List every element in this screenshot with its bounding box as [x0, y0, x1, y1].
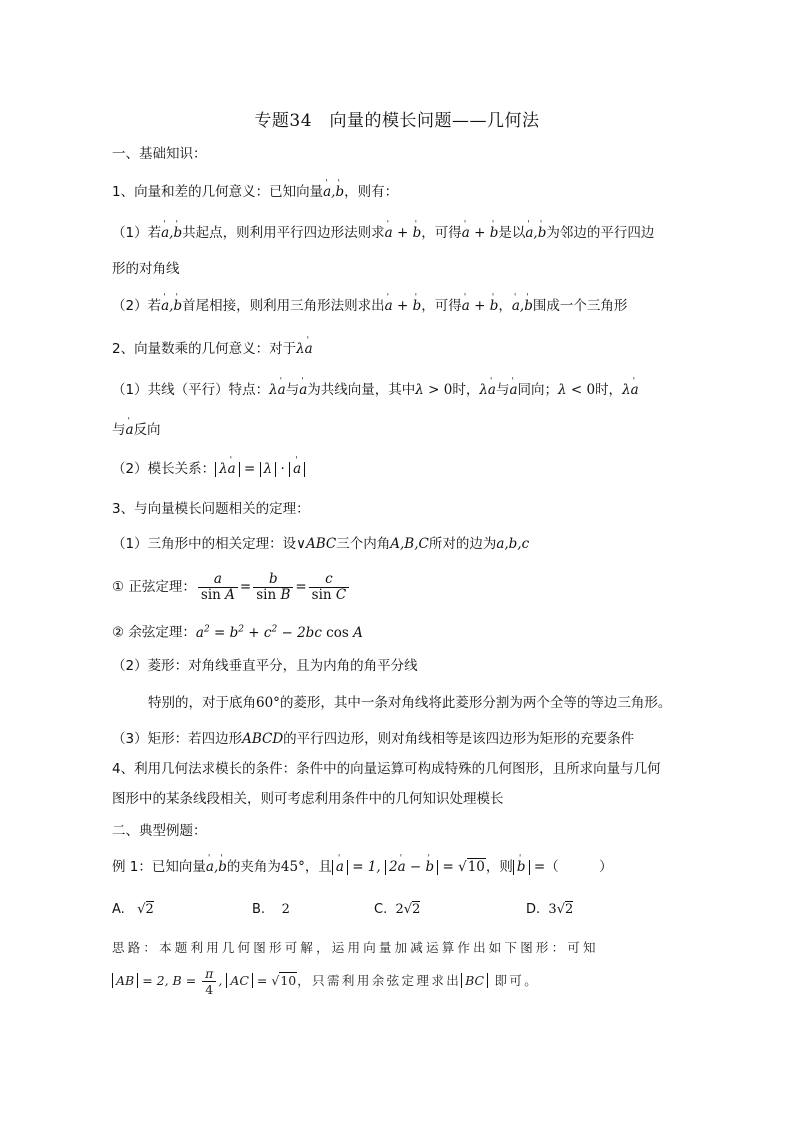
option-a[interactable]: A. √2 [112, 902, 154, 917]
paragraph-2-1-cont: 与' a反向 [112, 421, 161, 439]
option-c[interactable]: C. 2√2 [374, 902, 421, 917]
paragraph-2-2: （2）模长关系： λ' a = λ · ' a [112, 460, 305, 478]
sine-law: ① 正弦定理： $\frac{a}{\text{sin A}}$ = $\frac{b}{\text{sin B}}$ = $\frac{c}{\text{sin C}}$ [112, 572, 351, 603]
paragraph-1-2: （2）若' a,' b首尾相接，则利用三角形法则求出' a + ' b，可得' a + ' b，' a,' b围成一个三角形 [112, 297, 627, 315]
paragraph-1-1: （1）若' a,' b共起点，则利用平行四边形法则求' a + ' b，可得' a + ' b是以' a,' b为邻边的平行四边 [112, 224, 654, 242]
paragraph-4: 4、利用几何法求模长的条件：条件中的向量运算可构成特殊的几何图形，且所求向量与几何 [112, 761, 661, 777]
page-title: 专题34 向量的模长问题——几何法 [254, 111, 540, 131]
paragraph-2-1: （1）共线（平行）特点：λ' a与' a为共线向量，其中λ > 0时，λ' a与' a同向；λ < 0时，λ' a [112, 381, 639, 399]
paragraph-1-1-cont: 形的对角线 [112, 261, 180, 277]
section-heading-examples: 二、典型例题： [112, 823, 207, 839]
paragraph-1: 1、向量和差的几何意义：已知向量' a,' b，则有： [112, 183, 398, 201]
section-heading-basic: 一、基础知识： [112, 146, 207, 162]
hint-line-2: AB = 2, B = $\frac{\pi}{4}$ , AC = √10，只需利用余弦定理求出 BC 即可。 [112, 966, 692, 997]
paragraph-3-1: （1）三角形中的相关定理：设∨ABC三个内角A,B,C所对的边为a,b,c [112, 536, 530, 552]
example-1-question: 例 1：已知向量' a,' b的夹角为45°，且' a = 1, 2' a − ' b = √10，则' b =（ ） [112, 858, 613, 876]
hint-line-1: 思路：本题利用几何图形可解，运用向量加减运算作出如下图形：可知 [112, 940, 599, 955]
paragraph-3-3: （3）矩形：若四边形ABCD的平行四边形，则对角线相等是该四边形为矩形的充要条件 [112, 731, 635, 747]
cosine-law: ② 余弦定理：$a^2 = b^2 + c^2 - 2bc$ cos A [112, 624, 363, 641]
option-d[interactable]: D. 3√2 [526, 902, 574, 917]
paragraph-3: 3、与向量模长问题相关的定理： [112, 501, 310, 517]
option-b[interactable]: B. 2 [252, 902, 290, 917]
paragraph-4-cont: 图形中的某条线段相关，则可考虑利用条件中的几何知识处理模长 [112, 791, 504, 807]
paragraph-2: 2、向量数乘的几何意义：对于λ' a [112, 340, 313, 358]
paragraph-3-2: （2）菱形：对角线垂直平分，且为内角的角平分线 [112, 658, 418, 674]
paragraph-3-2-special: 特别的，对于底角60°的菱形，其中一条对角线将此菱形分割为两个全等的等边三角形。 [148, 695, 672, 711]
